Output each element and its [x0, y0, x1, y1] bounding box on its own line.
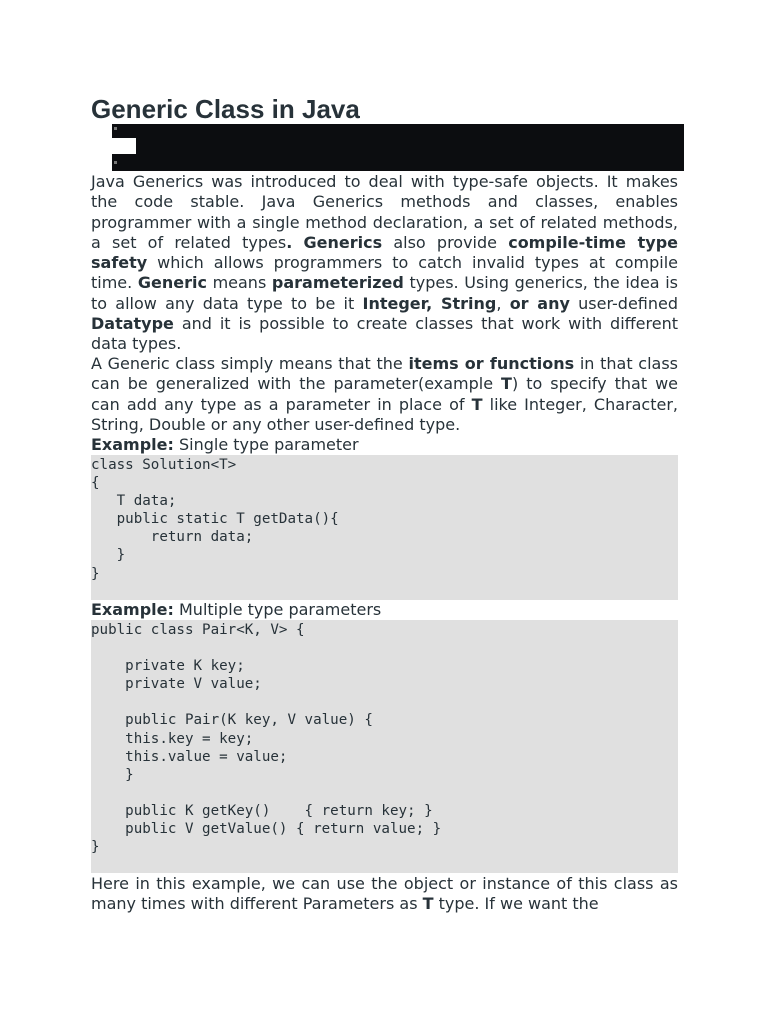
code-line: public static T getData(){: [91, 511, 339, 528]
code-line: class Solution<T>: [91, 457, 237, 473]
example-label: Example:: [91, 435, 174, 454]
example-heading-multiple: [91, 600, 381, 620]
code-line: [91, 639, 678, 657]
bold-text: parameterized: [271, 273, 404, 293]
text-run: also provide: [382, 232, 509, 252]
bold-text: Generics: [303, 232, 383, 252]
text-run: which allows programmers to catch invalid types at compile time.: [91, 253, 678, 293]
code-line: {: [91, 475, 100, 492]
code-line: return data;: [91, 529, 254, 546]
text-run: A Generic class simply means that the: [91, 354, 409, 373]
text-run: means: [206, 273, 272, 293]
code-line: public V getValue() { return value; }: [91, 821, 442, 838]
text-run: type. If we want the: [433, 894, 599, 914]
bold-text: compile-time type safety: [91, 232, 678, 273]
code-line: }: [91, 839, 100, 856]
code-line: public Pair(K key, V value) {: [91, 712, 373, 729]
text-run: [292, 233, 303, 252]
code-line: [91, 784, 678, 802]
text-run: in that class can be generalized with the parameter(example: [91, 354, 679, 394]
text-run: ) to specify that we can add any type as a parameter in place of: [91, 374, 678, 414]
text-run: ,: [496, 293, 510, 313]
banner-dot: [114, 161, 117, 164]
text-run: user-defined: [569, 293, 679, 313]
text-run: Here in this example, we can use the object or instance of this class as many times with different Parameters as: [91, 874, 678, 914]
text-run: Java Generics was introduced to deal with type-safe objects. It makes the code stable. Java Generics methods and classes, enables programmer with a single method declaration, a set of related methods, a set of related types: [91, 172, 678, 252]
bold-text: or any: [509, 293, 570, 313]
text-run: like Integer, Character, String, Double or any other user-defined type.: [91, 394, 679, 434]
bold-text: items or functions: [408, 354, 575, 373]
example-caption: Single type parameter: [173, 435, 359, 454]
bold-text: Integer, String: [362, 293, 497, 313]
example-label: Example:: [91, 600, 174, 619]
bold-text: Datatype: [91, 314, 174, 334]
page-title: Generic Class in Java: [91, 94, 360, 124]
banner-tab: [112, 138, 136, 154]
code-line: private V value;: [91, 676, 262, 693]
bold-text: T: [471, 394, 483, 414]
code-line: }: [91, 565, 100, 582]
text-run: and it is possible to create classes that work with different data types.: [91, 314, 678, 354]
example-heading-single: [91, 435, 359, 455]
code-line: private K key;: [91, 658, 245, 675]
bold-text: T: [422, 894, 434, 914]
code-line: this.key = key;: [91, 730, 254, 747]
intro-paragraph: [91, 172, 678, 355]
bold-text: .: [286, 232, 293, 252]
redacted-banner: [112, 124, 684, 171]
text-run: types. Using generics, the idea is to allow any data type to be it: [91, 273, 679, 313]
code-line: public K getKey() { return key; }: [91, 802, 433, 819]
bold-text: Generic: [137, 273, 207, 293]
code-block-single: [91, 455, 678, 600]
code-line: public class Pair<K, V> {: [91, 622, 305, 638]
code-block-multiple: [91, 620, 678, 873]
code-line: T data;: [91, 493, 177, 510]
bold-text: T: [501, 374, 512, 394]
example-caption: Multiple type parameters: [173, 600, 382, 619]
banner-dot: [114, 127, 117, 130]
closing-paragraph: [91, 874, 678, 915]
code-line: this.value = value;: [91, 748, 288, 765]
code-line: [91, 693, 678, 711]
code-line: }: [91, 766, 134, 783]
generic-class-paragraph: [91, 354, 678, 435]
code-line: }: [91, 547, 126, 564]
